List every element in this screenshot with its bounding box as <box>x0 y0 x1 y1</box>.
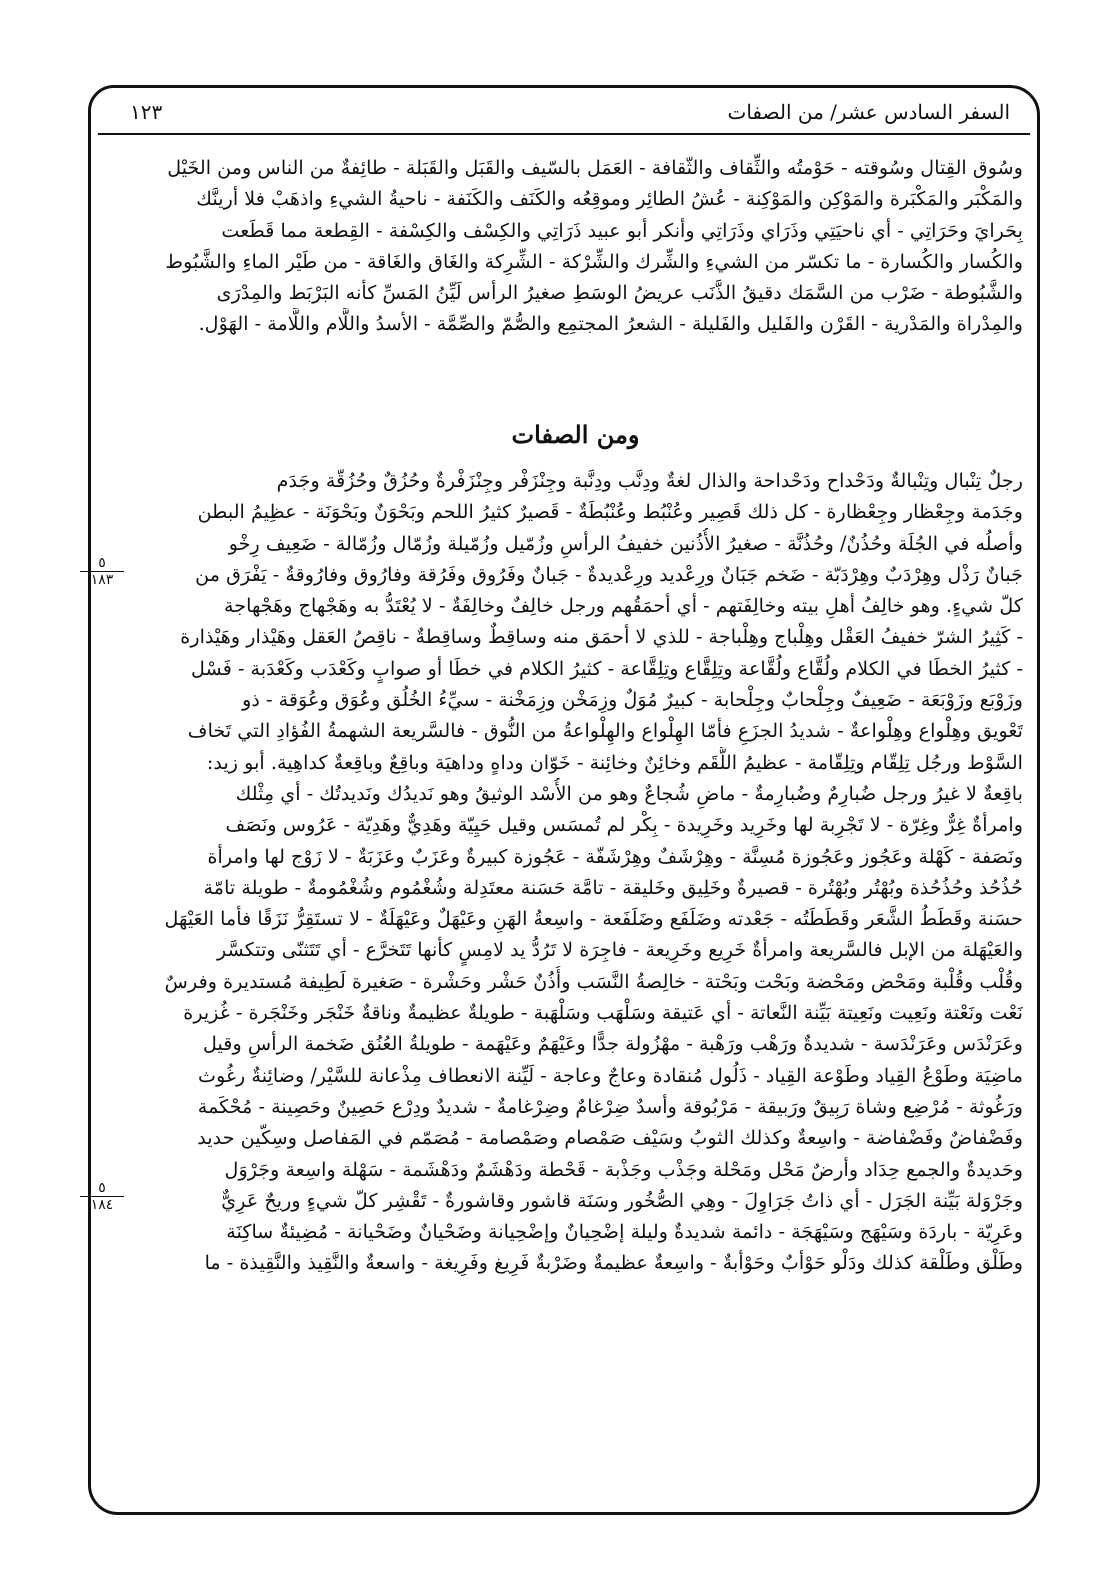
text-line: ونَصَفة - كَهْلة وعَجُوز وعَجُوزة مُسِنَّة - وهِرْشَفٌ وهِرْشَفّة - عَجُوزة كبيرةٌ وعَزَبٌ وعَزَبَةٌ - لا زَوْج لها وامرأة <box>207 844 1023 868</box>
text-line: وطَلْق وطَلْقة كذلك ودَلْو حَوْأبٌ وحَوْأبةٌ - واسِعةٌ عظيمةٌ وضَرْبةٌ فَرِيغ وفَرِيغة - واسعةٌ والنَّقِيذ والنَّقِيذة - ما <box>204 1251 1023 1275</box>
running-header <box>130 92 1010 132</box>
text-line: وسُوق القِتال وسُوقته - حَوْمتُه والثِّقاف والثّقافة - العَمَل بالسّيف والقَبَل والقَبَلة - طائِفةٌ من الناس ومن الخَيْل <box>167 156 1023 179</box>
text-line: والمَكْبَر والمَكْبَرة والمَوْكِن والمَوْكِنة - عُشُ الطائِر وموقِعُه والكَنَف والكَنَفة - ناحيةُ الشيءِ واذهَبْ فلا أرينَّك <box>196 187 1023 211</box>
text-line: نَعْت ونَعْتة ونَعِيت ونَعِيتة بَيِّنة النَّعاتة - أي عَتيقة وسَلْهَب وسَلْهَبة - طويلةٌ عظيمةٌ وناقةٌ خَنْجَر وخَنْجَرة - غُزيرة <box>183 1001 1023 1025</box>
main-paragraph <box>128 465 1023 1279</box>
running-title: السفر السادس عشر/ من الصفات <box>727 100 1010 124</box>
text-line: وأصلُه في الجُلَة وحُذُنٌ/ وحُذُنَّة - صغيرُ الأُذُنين خفيفُ الرأسِ وزُمّيل وزُمّيلة وزُمّال وزُمّالة - ضَعِيف رِخْو <box>228 531 1023 555</box>
text-line: بِحَرايَ وحَرَاتِي - أي ناحيَتِي وذَرَاي وذَرَاتِي وأنكر أبو عبيد ذَرَاتِي والكِسْف والكِسْفة - القِطعة مما قَطَعت <box>221 218 1023 242</box>
text-line: وزَوْبَع وزَوْبَعَة - ضَعِيفٌ وجِلْحابٌ وجِلْحابة - كبيرٌ مُوَلٌ وزِمَخْن وزِمَخْنة - سيِّءُ الخُلُق وعُوَق وعُوَقة - ذو <box>242 688 1023 712</box>
text-line: وقُلْب وقُلْبة ومَحْض ومَحْضة وبَحْت وبَحْتة - خالِصةُ النَّسَب وأُذُنٌ حَشْر وحَشْرة - صَغيرة لَطِيفة مُستديرة وفرسٌ <box>164 969 1023 993</box>
text-line: كلّ شيءٍ. وهو خالِفُ أهلِ بيته وخالِفَتهم - أي أحمَقُهم ورجل خالِفٌ وخالِفَةٌ - لا يُعْتَدُّ به وهَجْهاج وهَجْهاجة <box>223 594 1023 618</box>
section-heading: ومن الصفات <box>511 420 640 449</box>
reference-page: ١٨٤ <box>80 1196 124 1213</box>
text-line: ماضِيَة وطَوْعُ القِياد وطَوْعة القِياد - ذَلُول مُنقادة وعاجٌ وعاجة - لَيِّنة الانعطاف مِذْعانة للسَّيْر/ وضائِنةٌ رغُوث <box>198 1063 1023 1087</box>
text-line: ورَغُوثة - مُرْضِع وشاة رَبِيقٌ ورَبيقة - مَرْبُوقة وأسدٌ ضِرْغامٌ وضِرْغامةٌ - شديدٌ ودِرْع حَصِينٌ وحَصِينة - مُحْكَمة <box>197 1094 1023 1118</box>
reference-page: ١٨٣ <box>80 571 124 588</box>
text-line: وعَرَنْدَس وعَرَنْدَسة - شديدةٌ ورَهْب ورَهْبة - مهْزُولة جدًّا وعَيْهَمٌ وعَيْهَمة - طويلةُ العُنُق ضَخمة الرأسِ وقيل <box>202 1032 1023 1056</box>
text-line: تَعْويق وهِلْواع وهِلْواعةٌ - شديدُ الجزَعِ فأمّا الهِلْواع والهِلْواعةُ من النُّوق - فالسَّريعة الشهمةُ الفُؤادِ التي تَخاف <box>187 719 1023 743</box>
margin-page-reference <box>80 555 124 588</box>
text-line: السَّوْط ورجُل تِلِقّام وتِلِقّامة - عظيمُ اللُّقَم وخائِنٌ وخائِنة - خَوّان وداهٍ وداهيَة وباقِعٌ وباقِعةٌ كداهِية. أبو زيد: <box>206 750 1023 774</box>
text-line: - كَثِيرُ الشرّ خفيفُ العَقْل وهِلْباج وهِلْباجة - للذي لا أحمَق منه وساقِطٌ وساقِطةٌ - ناقِصُ العَقل وهَيْذار وهَيْذارة <box>180 625 1023 649</box>
text-line: والشَّبُوطة - ضَرْب من السَّمَك دقيقُ الذَّنَب عريضُ الوسَطِ صغيرُ الرأس لَيِّنُ المَسِّ كأنه البَرْبَط والمِدْرَى <box>216 281 1023 305</box>
text-line: جَبانٌ رَذْل وهِرْدَبٌ وهِرْدَبّة - ضَخم جَبَانٌ ورِعْديد ورِعْديدةٌ - جَبانٌ وفَرُوق وفَرُقة وفارُوق وفارُوقةٌ - يَفْرَق من <box>195 562 1023 586</box>
text-line: وعَرِيّة - باردَة وسَيْهَج وسَيْهَجَة - دائمة شديدةٌ وليلة إضْحِيانٌ وإضْحِيانة وضَحْيانٌ وضَحْيانة - مُضِيئةٌ ساكِنَة <box>226 1220 1023 1244</box>
text-line: والمِدْراة والمَدْرية - القَرْن والفَليل والفَليلة - الشعرُ المجتمِع والصُّمّ والصِّمَّة - الأسدُ واللَّام واللَّامة - الهَوْل. <box>198 312 1023 336</box>
top-paragraph <box>128 152 1023 340</box>
text-line: وجَرْوَلة بَيِّنة الجَرَل - أي ذاتُ جَرَاوِلَ - وهِي الصُّخُور وسَنَة قاشور وقاشورةٌ - تَقْشِر كلّ شيءٍ وريحٌ عَرِيٌّ <box>221 1188 1023 1212</box>
text-line: وجَدَمة وجِعْظار وجِعْظارة - كل ذلك قَصِير وعُنْبُط وعُنْبُطَةٌ - قَصيرٌ كثيرُ اللحم وبَحْوَنٌ وبَحْوَنَة - عظِيمُ البطن <box>197 500 1023 524</box>
page-number: ١٢٣ <box>130 100 163 124</box>
text-line: وحَديدةٌ والجمع حِدَاد وأرضٌ مَحْل ومَحْلة وجَذْب وجَذْبة - قَحْطة ودَهْشَمٌ ودَهْشَمة - سَهْلة واسِعة وجَرْوَل <box>224 1157 1023 1181</box>
text-line: وامرأةٌ غِرٌّ وغِرّة - لا تَجْرِبة لها وخَرِيد وخَرِيدة - بِكْر لم تُمسَس وقيل حَيِيّة وهَدِيٌّ وهَدِيّة - عَرُوس ونَصَف <box>225 813 1023 837</box>
header-divider <box>98 133 1030 135</box>
reference-volume: ٥ <box>98 1180 106 1196</box>
margin-page-reference <box>80 1180 124 1213</box>
text-line: والعَيْهَلة من الإبل فالسَّريعة وامرأةٌ خَرِيع وخَرِيعة - فاجِرَة لا تَرُدُّ يد لامِسٍ كأنها تَتَخرَّع - أي تَتَثنّى وتتكسَّر <box>217 938 1023 962</box>
reference-volume: ٥ <box>98 555 106 571</box>
text-line: حسَنة وقَطَطُ الشَّعَر وقَطَطَتُه - جَعْدته وضَلَفَع وضَلَفَعة - واسِعةُ الهَنِ وعَيْهَلٌ وعَيْهَلَةٌ - لا تستَقِرُّ نَزَقًا فأما العَيْهَل <box>164 907 1023 931</box>
text-line: حُذُحُذ وحُذُحُذة وبُهْتُر وبُهْتُرة - قصيرةٌ وخَلِيق وخَليقة - تامَّة حَسَنة معتَدِلة وشُغْمُوم وشُغْمُومةٌ - طويلة تامّة <box>203 875 1023 899</box>
text-line: والكُسار والكُسارة - ما تكسّر من الشيءِ والشِّرك والشِّرْكة - الشِّرِكة والغَاق والغَاقة - من طَيْر الماءِ والشَّبُوط <box>165 249 1023 273</box>
text-line: وفَضْفاضٌ وفَضْفاضة - واسِعةٌ وكذلك الثوبُ وسَيْف صَمْصام وصَمْصامة - مُصَمّم في المَفاصل وسِكّين حديد <box>197 1126 1023 1150</box>
text-line: باقِعةٌ لا غيرُ ورجل ضُبارِمٌ وضُبارِمةٌ - ماضٍ شُجاعٌ وهو من الأُسْد الوثيقُ وهو نَديدُك ونَديدتُك - أي مِثْلك <box>235 781 1023 805</box>
text-line: رجلٌ تِنْبال وتِنْبالةٌ ودَحْداح ودَحْداحة والذال لغةٌ ودِنَّب ودِنَّبة وجِنْزَفْر وجِنْزَفْرةٌ وحُزُقٌ وحُزُقّة وجَدَم <box>276 469 1023 492</box>
text-line: - كثيرُ الخطَا في الكلام ولُقَّاع ولُقَّاعة وتِلِقَّاع وتِلِقَّاعة - كثيرُ الكلام في خطَا أو صوابٍ وكَعْدَب وكَعْدَبة - فَسْل <box>191 656 1023 680</box>
